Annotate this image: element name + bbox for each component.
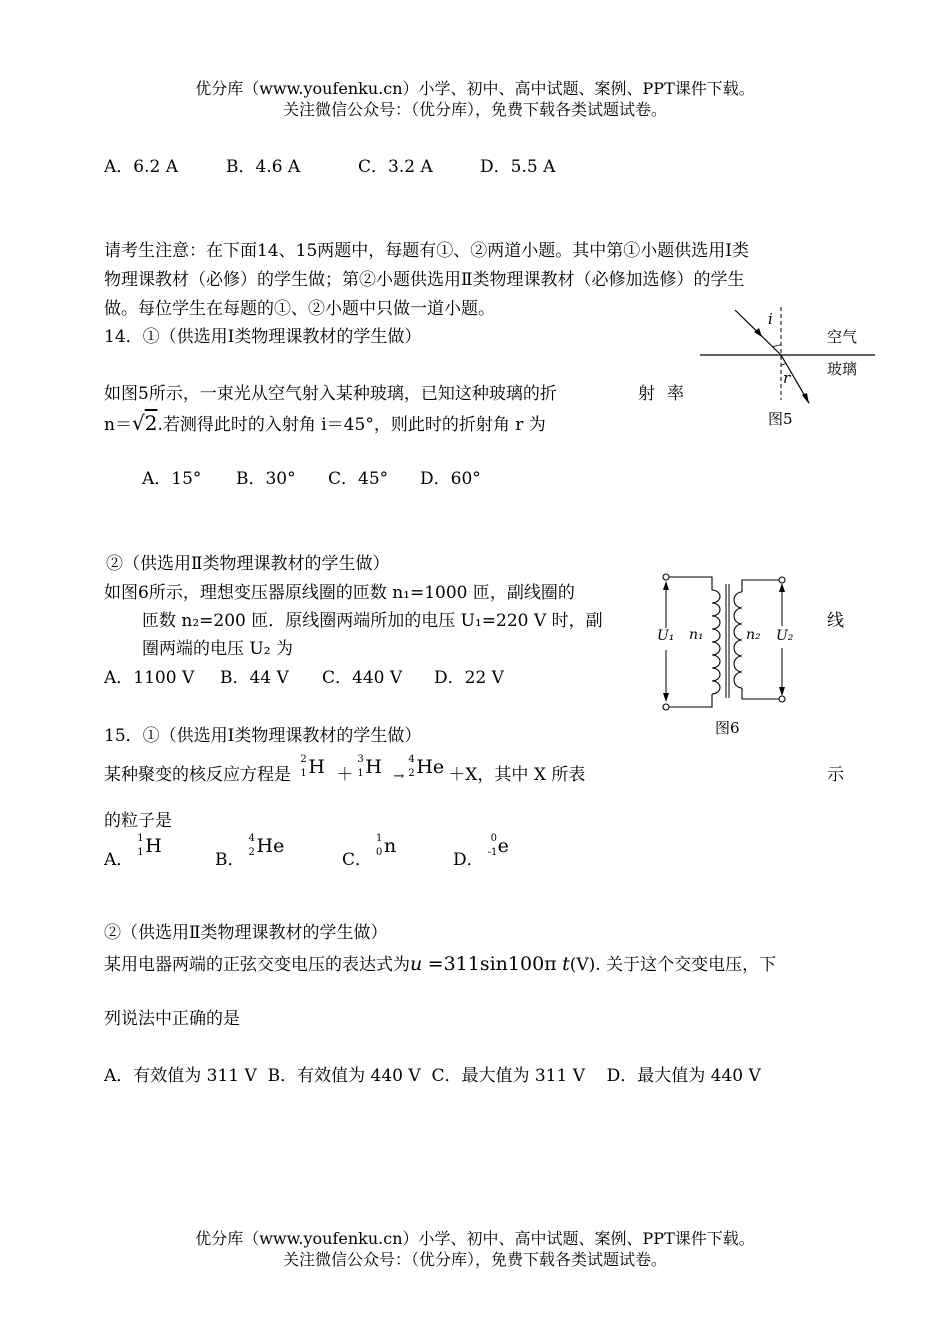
primary-coil [712,590,720,694]
q14-2-title: ②（供选用Ⅱ类物理课教材的学生做） [106,554,390,574]
fig5-label-r: r [783,369,791,387]
element-symbol: He [416,756,445,778]
element-symbol: n [384,835,397,857]
q14-1-option-c: C．45° [328,469,389,489]
q15-1-option-d [453,833,524,870]
fig5-caption: 图5 [768,410,793,428]
atomic-number: 1 [137,847,144,858]
nuclide-h2 [296,754,336,784]
plus-sign: ＋ [336,765,354,785]
secondary-terminal-top [779,577,785,583]
fig5-glass-label: 玻璃 [827,360,858,378]
q14-2-option-b: B．44 V [220,668,289,688]
nuclide-option-d [484,833,524,869]
primary-wire-bottom [669,694,712,707]
notice-line-3: 做。每位学生在每题的①、②小题中只做一道小题。 [104,299,495,319]
incidence-angle-arc [773,345,781,347]
u2-arrowhead-down [779,687,785,696]
mass-number: 4 [408,754,415,765]
option-letter: A． [104,850,134,870]
header-line-2: 关注微信公众号：（优分库），免费下载各类试题试卷。 [282,100,667,119]
mass-number: 1 [376,833,383,844]
q13-option-d: D．5.5 A [480,157,556,177]
mass-number: 2 [300,754,307,765]
q13-option-c: C．3.2 A [358,157,433,177]
formula-u: u [410,953,423,975]
q14-2-line-3: 圈两端的电压 U₂ 为 [142,639,293,659]
q14-1-line-1-c: 率 [667,384,684,404]
formula-t: t [562,953,570,975]
option-letter: B． [215,850,245,870]
nuclide-option-b [245,833,289,869]
primary-terminal-bottom [663,704,669,710]
element-symbol: H [308,756,325,778]
atomic-number: 1 [357,768,364,779]
element-symbol: He [256,835,285,857]
atomic-number: 2 [408,768,415,779]
notice-line-1: 请考生注意：在下面14、15两题中，每题有①、②两道小题。其中第①小题供选用Ⅰ类 [104,241,749,261]
q14-1-option-d: D．60° [420,469,481,489]
primary-wire-top [669,577,712,590]
q14-2-line-2: 匝数 n₂=200 匝．原线圈两端所加的电压 U₁=220 V 时，副 [142,611,603,631]
refracted-arrow [802,393,809,404]
q15-2-line-1 [104,950,776,975]
mass-number: 0 [490,833,498,844]
q14-1-line-1-b: 射 [638,384,655,404]
primary-terminal-top [663,574,669,580]
q14-1-option-a: A．15° [142,469,202,489]
q15-2-title: ②（供选用Ⅱ类物理课教材的学生做） [104,923,388,943]
u1-arrowhead-down [663,693,669,702]
fig6-caption: 图6 [715,719,740,737]
fig6-u2: U₂ [776,628,794,644]
nuclide-he4 [404,754,448,784]
sqrt-sign: √ [131,411,145,435]
q14-2-option-d: D．22 V [434,668,504,688]
q15-1-line-1-post: ＋X，其中 X 所表 [448,765,586,785]
q15-1-title: 15．①（供选用Ⅰ类物理课教材的学生做） [104,726,422,746]
header-line-1: 优分库（www.youfenku.cn）小学、初中、高中试题、案例、PPT课件下载。 [195,79,755,98]
atomic-number: 2 [248,847,255,858]
notice-line-2: 物理课教材（必修）的学生做；第②小题供选用Ⅱ类物理课教材（必修加选修）的学生 [104,270,745,290]
q14-2-line-1: 如图6所示，理想变压器原线圈的匝数 n₁=1000 匝，副线圈的 [104,583,575,603]
mass-number: 1 [137,833,144,844]
n-prefix: n＝ [104,415,132,435]
fig5-label-i: i [768,310,773,328]
mass-number: 4 [248,833,255,844]
q15-1-option-b [215,833,289,870]
fig6-n1: n₁ [689,627,704,643]
q15-1-option-c [342,833,412,870]
q14-1-line-2-text: .若测得此时的入射角 i＝45°，则此时的折射角 r 为 [157,415,546,435]
q15-1-line-2: 的粒子是 [104,811,172,831]
option-letter: D． [453,850,484,870]
element-symbol: H [145,835,162,857]
q14-2-option-c: C．440 V [322,668,403,688]
nuclide-option-c [372,833,412,869]
q14-1-option-b: B．30° [236,469,296,489]
secondary-wire-bottom [742,688,779,699]
q15-2-line-1-post: (V). 关于这个交变电压，下 [569,955,777,975]
footer-line-1: 优分库（www.youfenku.cn）小学、初中、高中试题、案例、PPT课件下载。 [195,1229,755,1248]
option-letter: C． [342,850,373,870]
fig5-air-label: 空气 [827,328,858,346]
q14-1-line-1: 如图5所示，一束光从空气射入某种玻璃，已知这种玻璃的折 [104,384,557,404]
sqrt-value: 2 [144,411,158,435]
reaction-arrow: → [393,769,405,784]
q15-2-line-2: 列说法中正确的是 [104,1009,240,1029]
fig6-u1: U₁ [657,628,675,644]
q14-2-option-a: A．1100 V [104,668,195,688]
u2-arrowhead-up [779,583,785,592]
atomic-number: 0 [376,847,383,858]
q14-2-line-2-tail: 线 [827,611,844,631]
footer-line-2: 关注微信公众号：（优分库），免费下载各类试题试卷。 [282,1250,667,1269]
q14-1-line-2 [104,410,546,435]
q14-1-title: 14．①（供选用Ⅰ类物理课教材的学生做） [104,327,422,347]
atomic-number: -1 [487,847,498,858]
nuclide-h3 [353,754,393,784]
atomic-number: 1 [300,768,307,779]
q13-option-b: B．4.6 A [226,157,301,177]
q15-2-options: A．有效值为 311 V B．有效值为 440 V C．最大值为 311 V D．最大值为 440 V [104,1066,761,1086]
element-symbol: e [497,835,509,857]
secondary-wire-top [742,580,779,592]
q15-1-line-1-pre: 某种聚变的核反应方程是 [104,765,291,785]
fig6-n2: n₂ [746,627,761,643]
q15-1-line-1-tail: 示 [827,765,844,785]
mass-number: 3 [357,754,364,765]
q15-1-option-a [104,833,173,870]
refraction-angle-arc [781,363,786,365]
u1-arrowhead-up [663,581,669,590]
secondary-terminal-bottom [779,696,785,702]
secondary-coil [734,592,742,688]
element-symbol: H [365,756,382,778]
formula-body: =311sin100π [427,953,557,975]
q13-option-a: A．6.2 A [104,157,178,177]
nuclide-option-a [133,833,173,869]
q15-1-line-1 [104,754,586,785]
q15-2-line-1-pre: 某用电器两端的正弦交变电压的表达式为 [104,955,410,975]
